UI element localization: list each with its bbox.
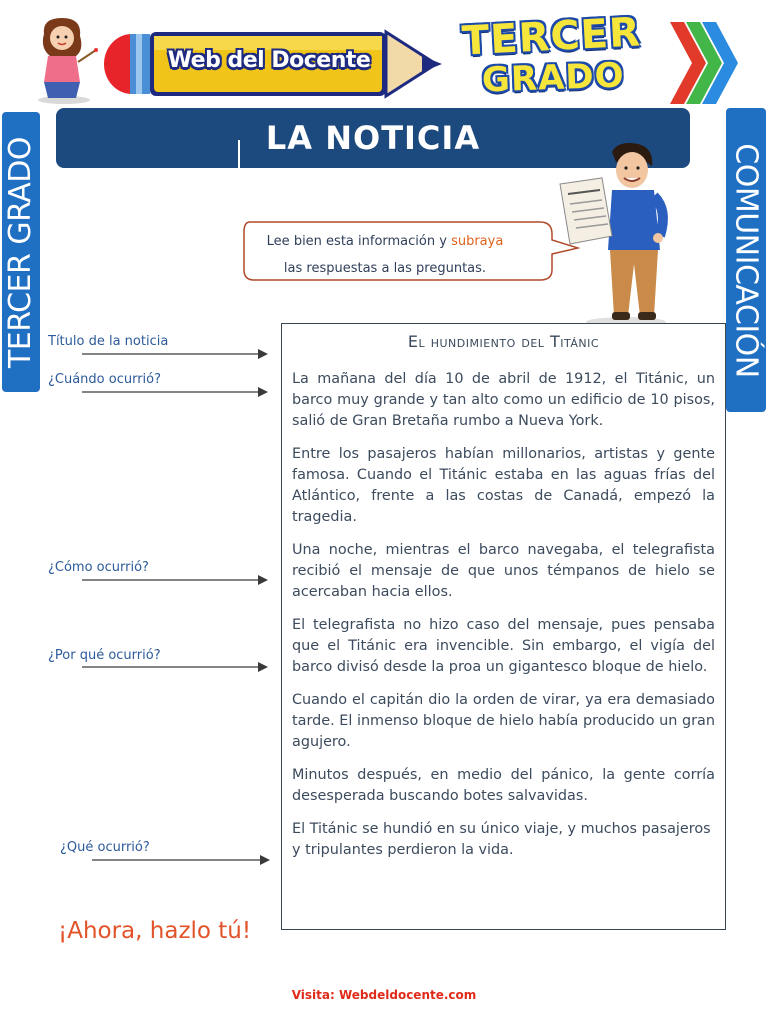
article-paragraph: Minutos después, en medio del pánico, la gente corría desesperada buscando botes salvavidas. — [292, 767, 715, 804]
arrow-right-icon — [82, 661, 268, 673]
article-paragraph: Una noche, mientras el barco navegaba, el telegrafista recibió el mensaje de que unos témpanos de hielo se acercaban hacia ellos. — [292, 542, 715, 600]
question-title: Título de la noticia — [48, 334, 169, 349]
arrow-right-icon — [82, 348, 268, 360]
article-paragraph: El Titánic se hundió en su único viaje, y muchos pasajeros y tripulantes perdieron la vida. — [292, 821, 711, 858]
chevron-arrows — [640, 18, 740, 108]
teacher-illustration — [30, 16, 100, 104]
right-side-banner — [726, 108, 766, 412]
call-to-action: ¡Ahora, hazlo tú! — [58, 918, 252, 944]
instruction-part1: Lee bien esta información y — [266, 234, 452, 249]
right-banner-text: COMUNICACIÓN — [728, 142, 764, 378]
arrow-right-icon — [92, 854, 270, 866]
article-title: El hundimiento del Titánic — [407, 332, 600, 351]
arrow-right-icon — [82, 386, 268, 398]
instruction-highlight: subraya — [451, 234, 504, 249]
newspaper-reader-illustration — [556, 140, 686, 328]
arrow-right-icon — [82, 574, 268, 586]
brand-logo-text: Web del Docente — [167, 47, 371, 73]
left-side-banner — [2, 112, 40, 392]
question-why: ¿Por qué ocurrió? — [48, 648, 161, 663]
grade-title-line2: GRADO — [481, 55, 626, 101]
instruction-part2: las respuestas a las preguntas. — [283, 261, 487, 276]
question-when: ¿Cuándo ocurrió? — [48, 372, 162, 387]
footer-link[interactable]: Visita: Webdeldocente.com — [291, 988, 477, 1002]
grade-title-line1: TERCER — [460, 9, 642, 65]
title-divider — [238, 140, 240, 168]
instruction-text — [250, 228, 520, 282]
article-paragraph: Cuando el capitán dio la orden de virar, ya era demasiado tarde. El inmenso bloque de hielo había producido un gran agujero. — [292, 692, 715, 750]
article-paragraph: Entre los pasajeros habían millonarios, artistas y gente famosa. Cuando el Titánic estaba en las aguas frías del Atlántico, frente a las costas de Canadá, empezó la tragedia. — [292, 446, 715, 525]
left-banner-text: TERCER GRADO — [3, 136, 39, 368]
question-what: ¿Qué ocurrió? — [60, 840, 150, 855]
article-paragraph: La mañana del día 10 de abril de 1912, el Titánic, un barco muy grande y tan alto como un edificio de 10 pisos, salió de Gran Bretaña rumbo a Nueva York. — [292, 371, 715, 429]
article-box — [281, 323, 726, 930]
page-title: LA NOTICIA — [265, 119, 481, 157]
article-paragraph: El telegrafista no hizo caso del mensaje, pues pensaba que el Titánic era invencible. Sin embargo, el vigía del barco divisó desde la proa un gigantesco bloque de hielo. — [292, 617, 715, 675]
question-how: ¿Cómo ocurrió? — [48, 560, 149, 575]
